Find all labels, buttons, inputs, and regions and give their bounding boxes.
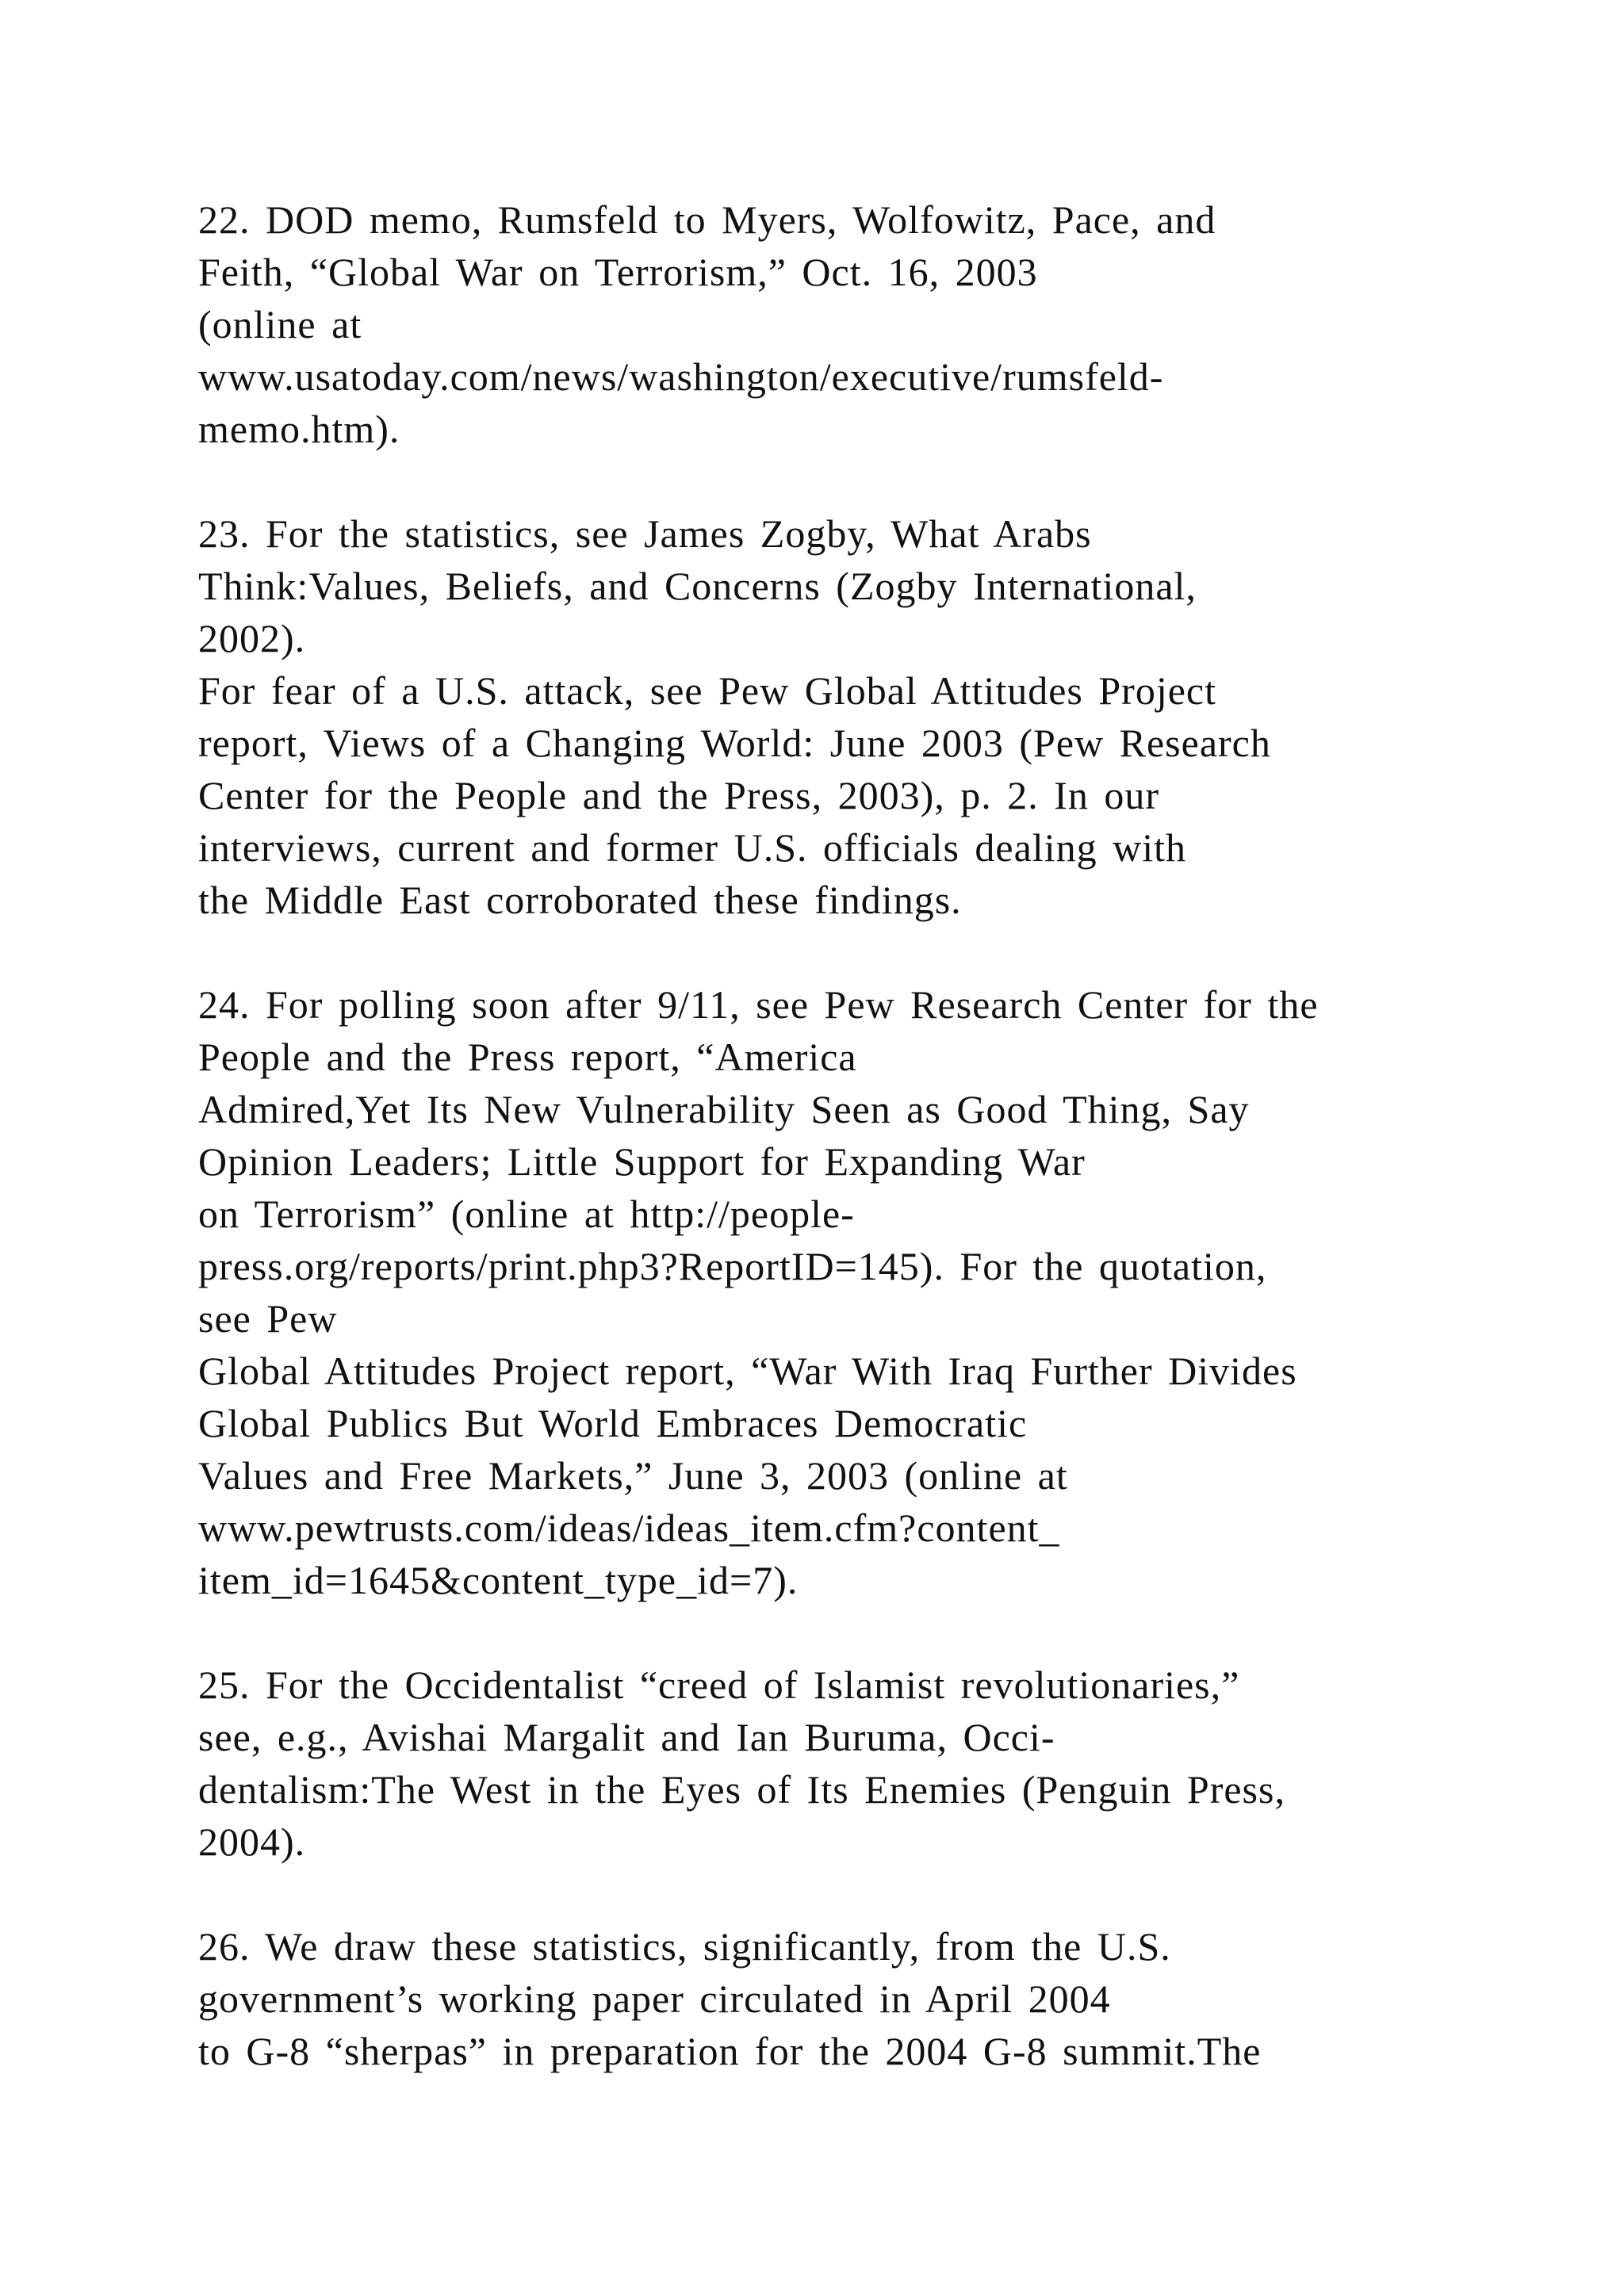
text-line: 23. For the statistics, see James Zogby, What Arabs: [198, 511, 1092, 556]
text-line: interviews, current and former U.S. officials dealing with: [198, 825, 1186, 870]
note-24: [198, 978, 1499, 1606]
text-line: Center for the People and the Press, 2003), p. 2. In our: [198, 773, 1160, 817]
note-26: [198, 1920, 1499, 2077]
text-line: Global Attitudes Project report, “War With Iraq Further Divides: [198, 1349, 1297, 1393]
note-22: [198, 193, 1499, 455]
text-line: Think:Values, Beliefs, and Concerns (Zogby International,: [198, 564, 1197, 608]
text-line: report, Views of a Changing World: June 2003 (Pew Research: [198, 721, 1271, 765]
text-line: item_id=1645&content_type_id=7).: [198, 1558, 799, 1602]
text-line: For fear of a U.S. attack, see Pew Global Attitudes Project: [198, 668, 1216, 713]
text-line: 24. For polling soon after 9/11, see Pew Research Center for the: [198, 982, 1319, 1027]
text-line: 22. DOD memo, Rumsfeld to Myers, Wolfowitz, Pace, and: [198, 197, 1216, 242]
text-line: the Middle East corroborated these findings.: [198, 878, 962, 922]
note-25: [198, 1659, 1499, 1868]
text-line: Global Publics But World Embraces Democratic: [198, 1401, 1028, 1445]
note-23: [198, 507, 1499, 926]
text-line: dentalism:The West in the Eyes of Its Enemies (Penguin Press,: [198, 1767, 1285, 1812]
text-line: People and the Press report, “America: [198, 1035, 857, 1079]
text-line: 26. We draw these statistics, significantly, from the U.S.: [198, 1924, 1171, 1969]
text-line: memo.htm).: [198, 407, 400, 451]
text-line: see Pew: [198, 1296, 338, 1341]
text-line: Admired,Yet Its New Vulnerability Seen as Good Thing, Say: [198, 1087, 1250, 1131]
endnotes: [198, 193, 1499, 2130]
text-line: see, e.g., Avishai Margalit and Ian Buruma, Occi-: [198, 1715, 1055, 1759]
text-line: www.usatoday.com/news/washington/executive/rumsfeld-: [198, 354, 1164, 399]
text-line: 2002).: [198, 616, 306, 660]
text-line: www.pewtrusts.com/ideas/ideas_item.cfm?content_: [198, 1506, 1060, 1550]
text-line: Values and Free Markets,” June 3, 2003 (online at: [198, 1453, 1068, 1498]
text-line: (online at: [198, 302, 362, 346]
text-line: 2004).: [198, 1820, 306, 1864]
text-line: press.org/reports/print.php3?ReportID=145). For the quotation,: [198, 1244, 1267, 1288]
text-line: Feith, “Global War on Terrorism,” Oct. 16, 2003: [198, 250, 1038, 294]
text-line: on Terrorism” (online at http://people-: [198, 1192, 855, 1236]
text-line: 25. For the Occidentalist “creed of Islamist revolutionaries,”: [198, 1663, 1240, 1707]
text-line: to G-8 “sherpas” in preparation for the 2004 G-8 summit.The: [198, 2029, 1262, 2073]
text-line: government’s working paper circulated in April 2004: [198, 1976, 1111, 2021]
text-line: Opinion Leaders; Little Support for Expanding War: [198, 1139, 1086, 1184]
